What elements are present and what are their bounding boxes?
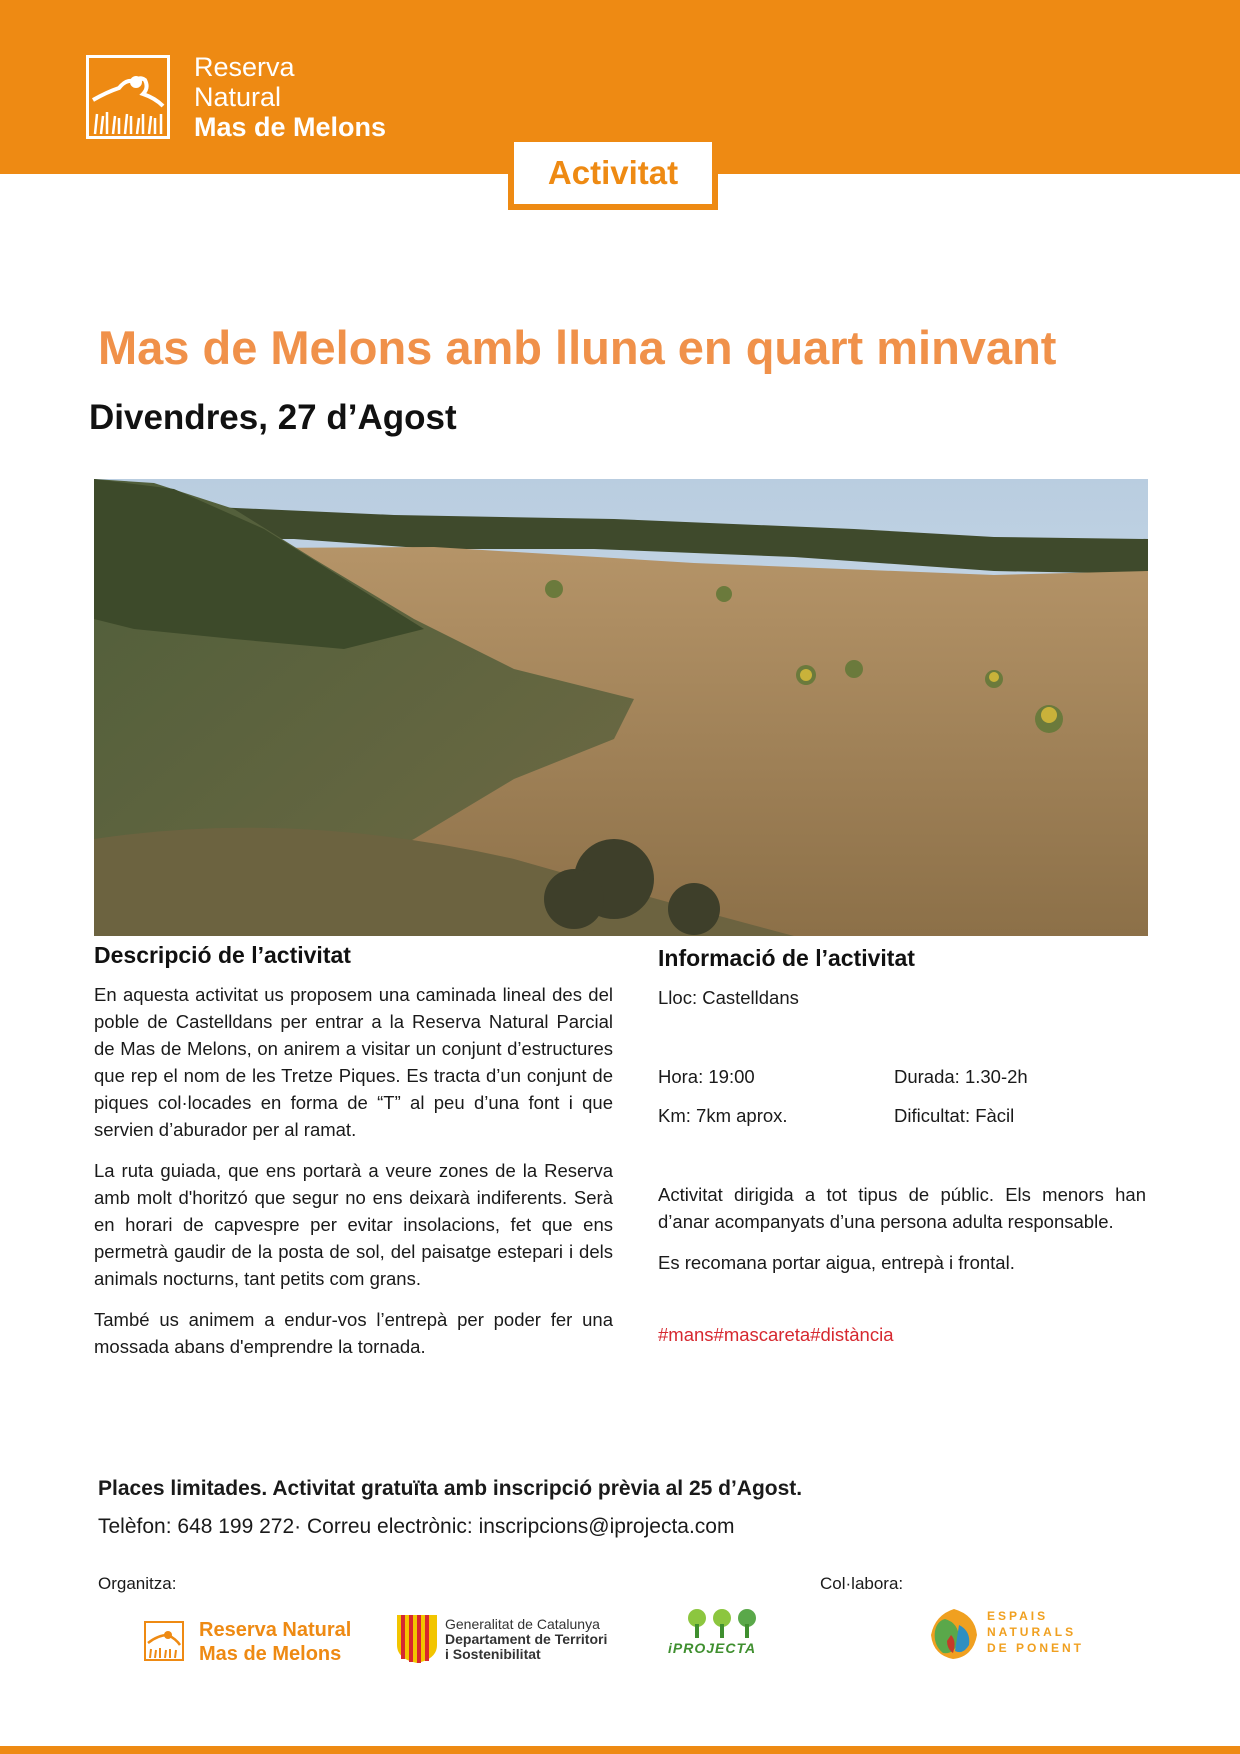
gencat-line-2: Departament de Territori (445, 1631, 608, 1647)
activity-tab (508, 136, 718, 210)
event-date: Divendres, 27 d’Agost (89, 398, 457, 437)
event-title: Mas de Melons amb lluna en quart minvant (98, 321, 1057, 374)
epn-line-2: NATURALS (987, 1625, 1077, 1639)
collaborator-label: Col·labora: (820, 1574, 904, 1593)
info-duration: Durada: 1.30-2h (894, 1066, 1028, 1087)
info-distance: Km: 7km aprox. (658, 1105, 788, 1126)
rnm-small-logo-icon (144, 1621, 184, 1661)
epn-line-3: DE PONENT (987, 1641, 1085, 1655)
description-section (94, 942, 613, 1374)
description-heading: Descripció de l’activitat (94, 942, 351, 968)
gencat-line-1: Generalitat de Catalunya (445, 1616, 600, 1632)
brand-name (194, 52, 386, 142)
espais-naturals-logo-text (987, 1608, 1084, 1656)
places-notice: Places limitades. Activitat gratuïta amb inscripció prèvia al 25 d’Agost. (98, 1477, 803, 1500)
bottom-accent-line (0, 1746, 1240, 1754)
landscape-photo (94, 479, 1148, 936)
description-paragraph-2: La ruta guiada, que ens portarà a veure zones de la Reserva amb molt d'horitzó que segur no ens deixarà indiferents. Serà en horari de capvespre per evitar insolacions, fet que ens permetrà gaudir de la posta de sol, del paisatge estepari i dels animals nocturns, tant petits com grans. (94, 1160, 613, 1289)
iprojecta-trees-icon (682, 1608, 762, 1643)
brand-line-3: Mas de Melons (194, 112, 387, 142)
info-section (658, 945, 1146, 1346)
gencat-line-3: i Sostenibilitat (445, 1646, 541, 1662)
info-heading: Informació de l’activitat (658, 945, 915, 971)
epn-line-1: ESPAIS (987, 1609, 1049, 1623)
info-row-2 (658, 1102, 1146, 1129)
description-paragraph-3: També us animem a endur-vos l’entrepà per poder fer una mossada abans d'emprendre la tornada. (94, 1309, 613, 1357)
generalitat-logo-icon (397, 1615, 437, 1668)
info-recommendation: Es recomana portar aigua, entrepà i frontal. (658, 1252, 1015, 1273)
info-audience: Activitat dirigida a tot tipus de públic. Els menors han d’anar acompanyats d’una persona adulta responsable. (658, 1184, 1146, 1232)
iprojecta-logo-text: iPROJECTA (668, 1640, 757, 1656)
brand-line-1: Reserva (194, 52, 295, 82)
info-time: Hora: 19:00 (658, 1066, 755, 1087)
rnm-small-logo-text (199, 1618, 351, 1666)
info-place: Lloc: Castelldans (658, 987, 799, 1008)
reserve-logo-icon (86, 55, 170, 139)
espais-naturals-logo-icon (925, 1605, 983, 1668)
hashtags: #mans#mascareta#distància (658, 1324, 894, 1345)
info-difficulty: Dificultat: Fàcil (894, 1105, 1015, 1126)
rnm-logo-line-2: Mas de Melons (199, 1643, 342, 1665)
brand-line-2: Natural (194, 82, 282, 112)
activity-tab-label: Activitat (547, 154, 679, 191)
organizer-label: Organitza: (98, 1574, 177, 1593)
rnm-logo-line-1: Reserva Natural (199, 1619, 352, 1641)
info-row-1 (658, 1063, 1146, 1090)
contact-info: Telèfon: 648 199 272· Correu electrònic: inscripcions@iprojecta.com (98, 1515, 735, 1538)
description-paragraph-1: En aquesta activitat us proposem una caminada lineal des del poble de Castelldans per entrar a la Reserva Natural Parcial de Mas de Melons, on anirem a visitar un conjunt d’estructures que rep el nom de les Tretze Piques. Es tracta d’un conjunt de piques col·locades en forma de “T” al peu d’una font i que servien d’aburador per al ramat. (94, 984, 613, 1140)
generalitat-logo-text (445, 1617, 607, 1662)
